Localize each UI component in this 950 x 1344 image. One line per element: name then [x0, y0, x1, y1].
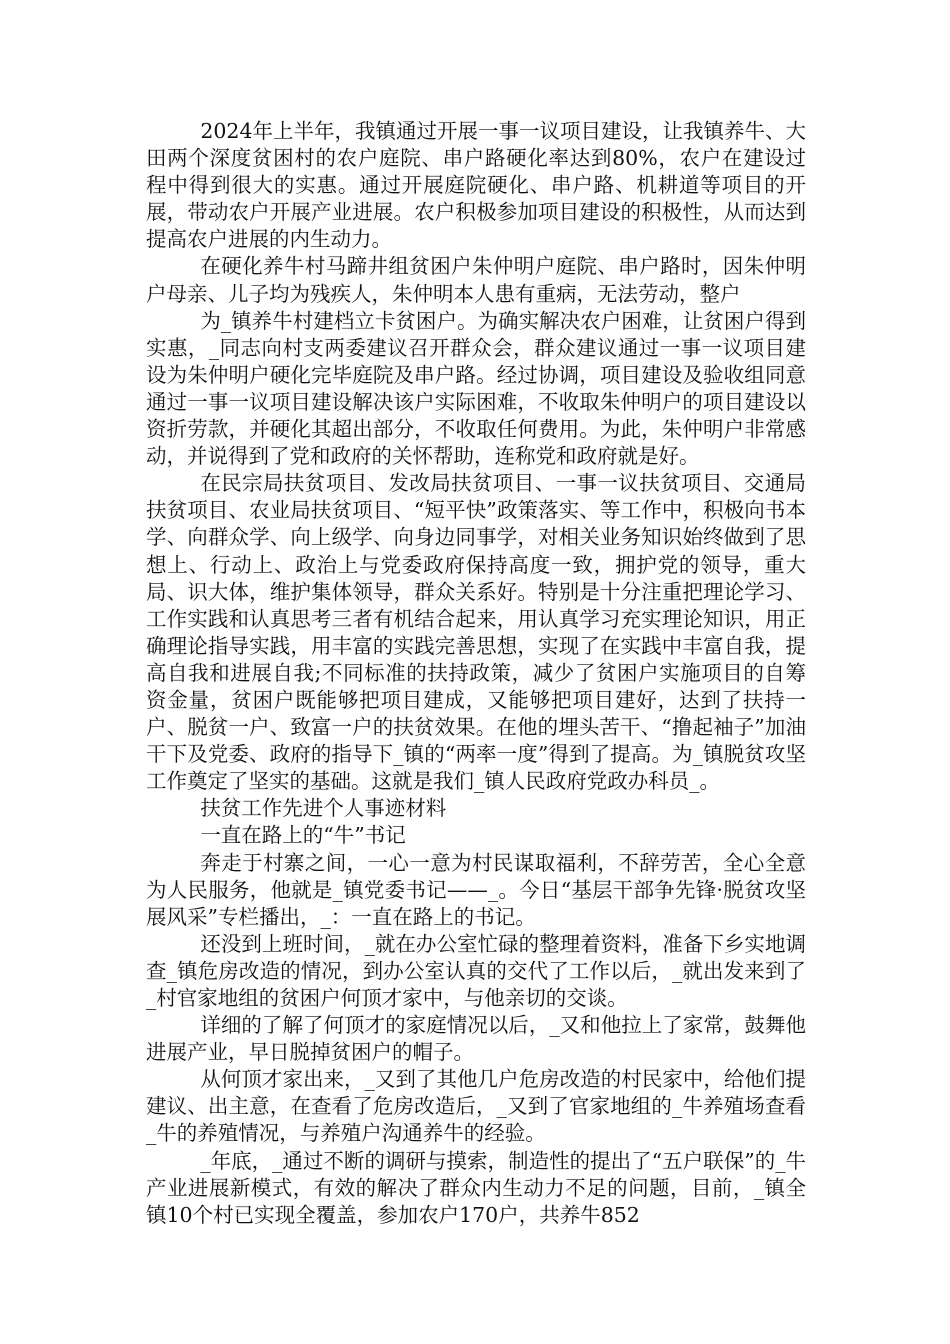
paragraph: 2024年上半年，我镇通过开展一事一议项目建设，让我镇养牛、大田两个深度贫困村的农户庭院、串户路硬化率达到80%，农户在建设过程中得到很大的实惠。通过开展庭院硬化、串户路、机耕道等项目的开展，带动农户开展产业进展。农户积极参加项目建设的积极性，从而达到提高农户进展的内生动力。 — [146, 119, 806, 252]
paragraph: 在民宗局扶贫项目、发改局扶贫项目、一事一议扶贫项目、交通局扶贫项目、农业局扶贫项目、“短平快”政策落实、等工作中，积极向书本学、向群众学、向上级学、向身边同事学，对相关业务知识始终做到了思想上、行动上、政治上与党委政府保持高度一致，拥护党的领导，重大局、识大体，维护集体领导，群众关系好。特别是十分注重把理论学习、工作实践和认真思考三者有机结合起来，用认真学习充实理论知识，用正确理论指导实践，用丰富的实践完善思想，实现了在实践中丰富自我，提高自我和进展自我;不同标准的扶持政策，减少了贫困户实施项目的自筹资金量，贫困户既能够把项目建成，又能够把项目建好，达到了扶持一户、脱贫一户、致富一户的扶贫效果。在他的埋头苦干、“撸起袖子”加油干下及党委、政府的指导下_镇的“两率一度”得到了提高。为_镇脱贫攻坚工作奠定了坚实的基础。这就是我们_镇人民政府党政办科员_。 — [146, 471, 806, 794]
section-heading: 扶贫工作先进个人事迹材料 — [200, 796, 447, 821]
paragraph: 奔走于村寨之间，一心一意为村民谋取福利，不辞劳苦，全心全意为人民服务，他就是_镇党委书记——_。今日“基层干部争先锋·脱贫攻坚展风采”专栏播出，_：一直在路上的书记。 — [146, 850, 806, 929]
paragraph: 详细的了解了何顶才的家庭情况以后，_又和他拉上了家常，鼓舞他进展产业，早日脱掉贫困户的帽子。 — [146, 1013, 806, 1065]
article-title: 一直在路上的“牛”书记 — [200, 823, 406, 848]
paragraph: 还没到上班时间，_就在办公室忙碌的整理着资料，准备下乡实地调查_镇危房改造的情况，到办公室认真的交代了工作以后，_就出发来到了_村官家地组的贫困户何顶才家中，与他亲切的交谈。 — [146, 931, 806, 1010]
paragraph: 从何顶才家出来，_又到了其他几户危房改造的村民家中，给他们提建议、出主意，在查看了危房改造后，_又到了官家地组的_牛养殖场查看_牛的养殖情况，与养殖户沟通养牛的经验。 — [146, 1067, 806, 1146]
paragraph: 在硬化养牛村马蹄井组贫困户朱仲明户庭院、串户路时，因朱仲明户母亲、儿子均为残疾人，朱仲明本人患有重病，无法劳动，整户 — [146, 254, 806, 306]
paragraph: 为_镇养牛村建档立卡贫困户。为确实解决农户困难，让贫困户得到实惠，_同志向村支两委建议召开群众会，群众建议通过一事一议项目建设为朱仲明户硬化完毕庭院及串户路。经过协调，项目建设及验收组同意通过一事一议项目建设解决该户实际困难，不收取朱仲明户的项目建设以资折劳款，并硬化其超出部分，不收取任何费用。为此，朱仲明户非常感动，并说得到了党和政府的关怀帮助，连称党和政府就是好。 — [146, 308, 806, 469]
document-body — [146, 118, 806, 1229]
paragraph: _年底，_通过不断的调研与摸索，制造性的提出了“五户联保”的_牛产业进展新模式，有效的解决了群众内生动力不足的问题，目前，_镇全镇10个村已实现全覆盖，参加农户170户，共养牛852 — [146, 1148, 806, 1227]
